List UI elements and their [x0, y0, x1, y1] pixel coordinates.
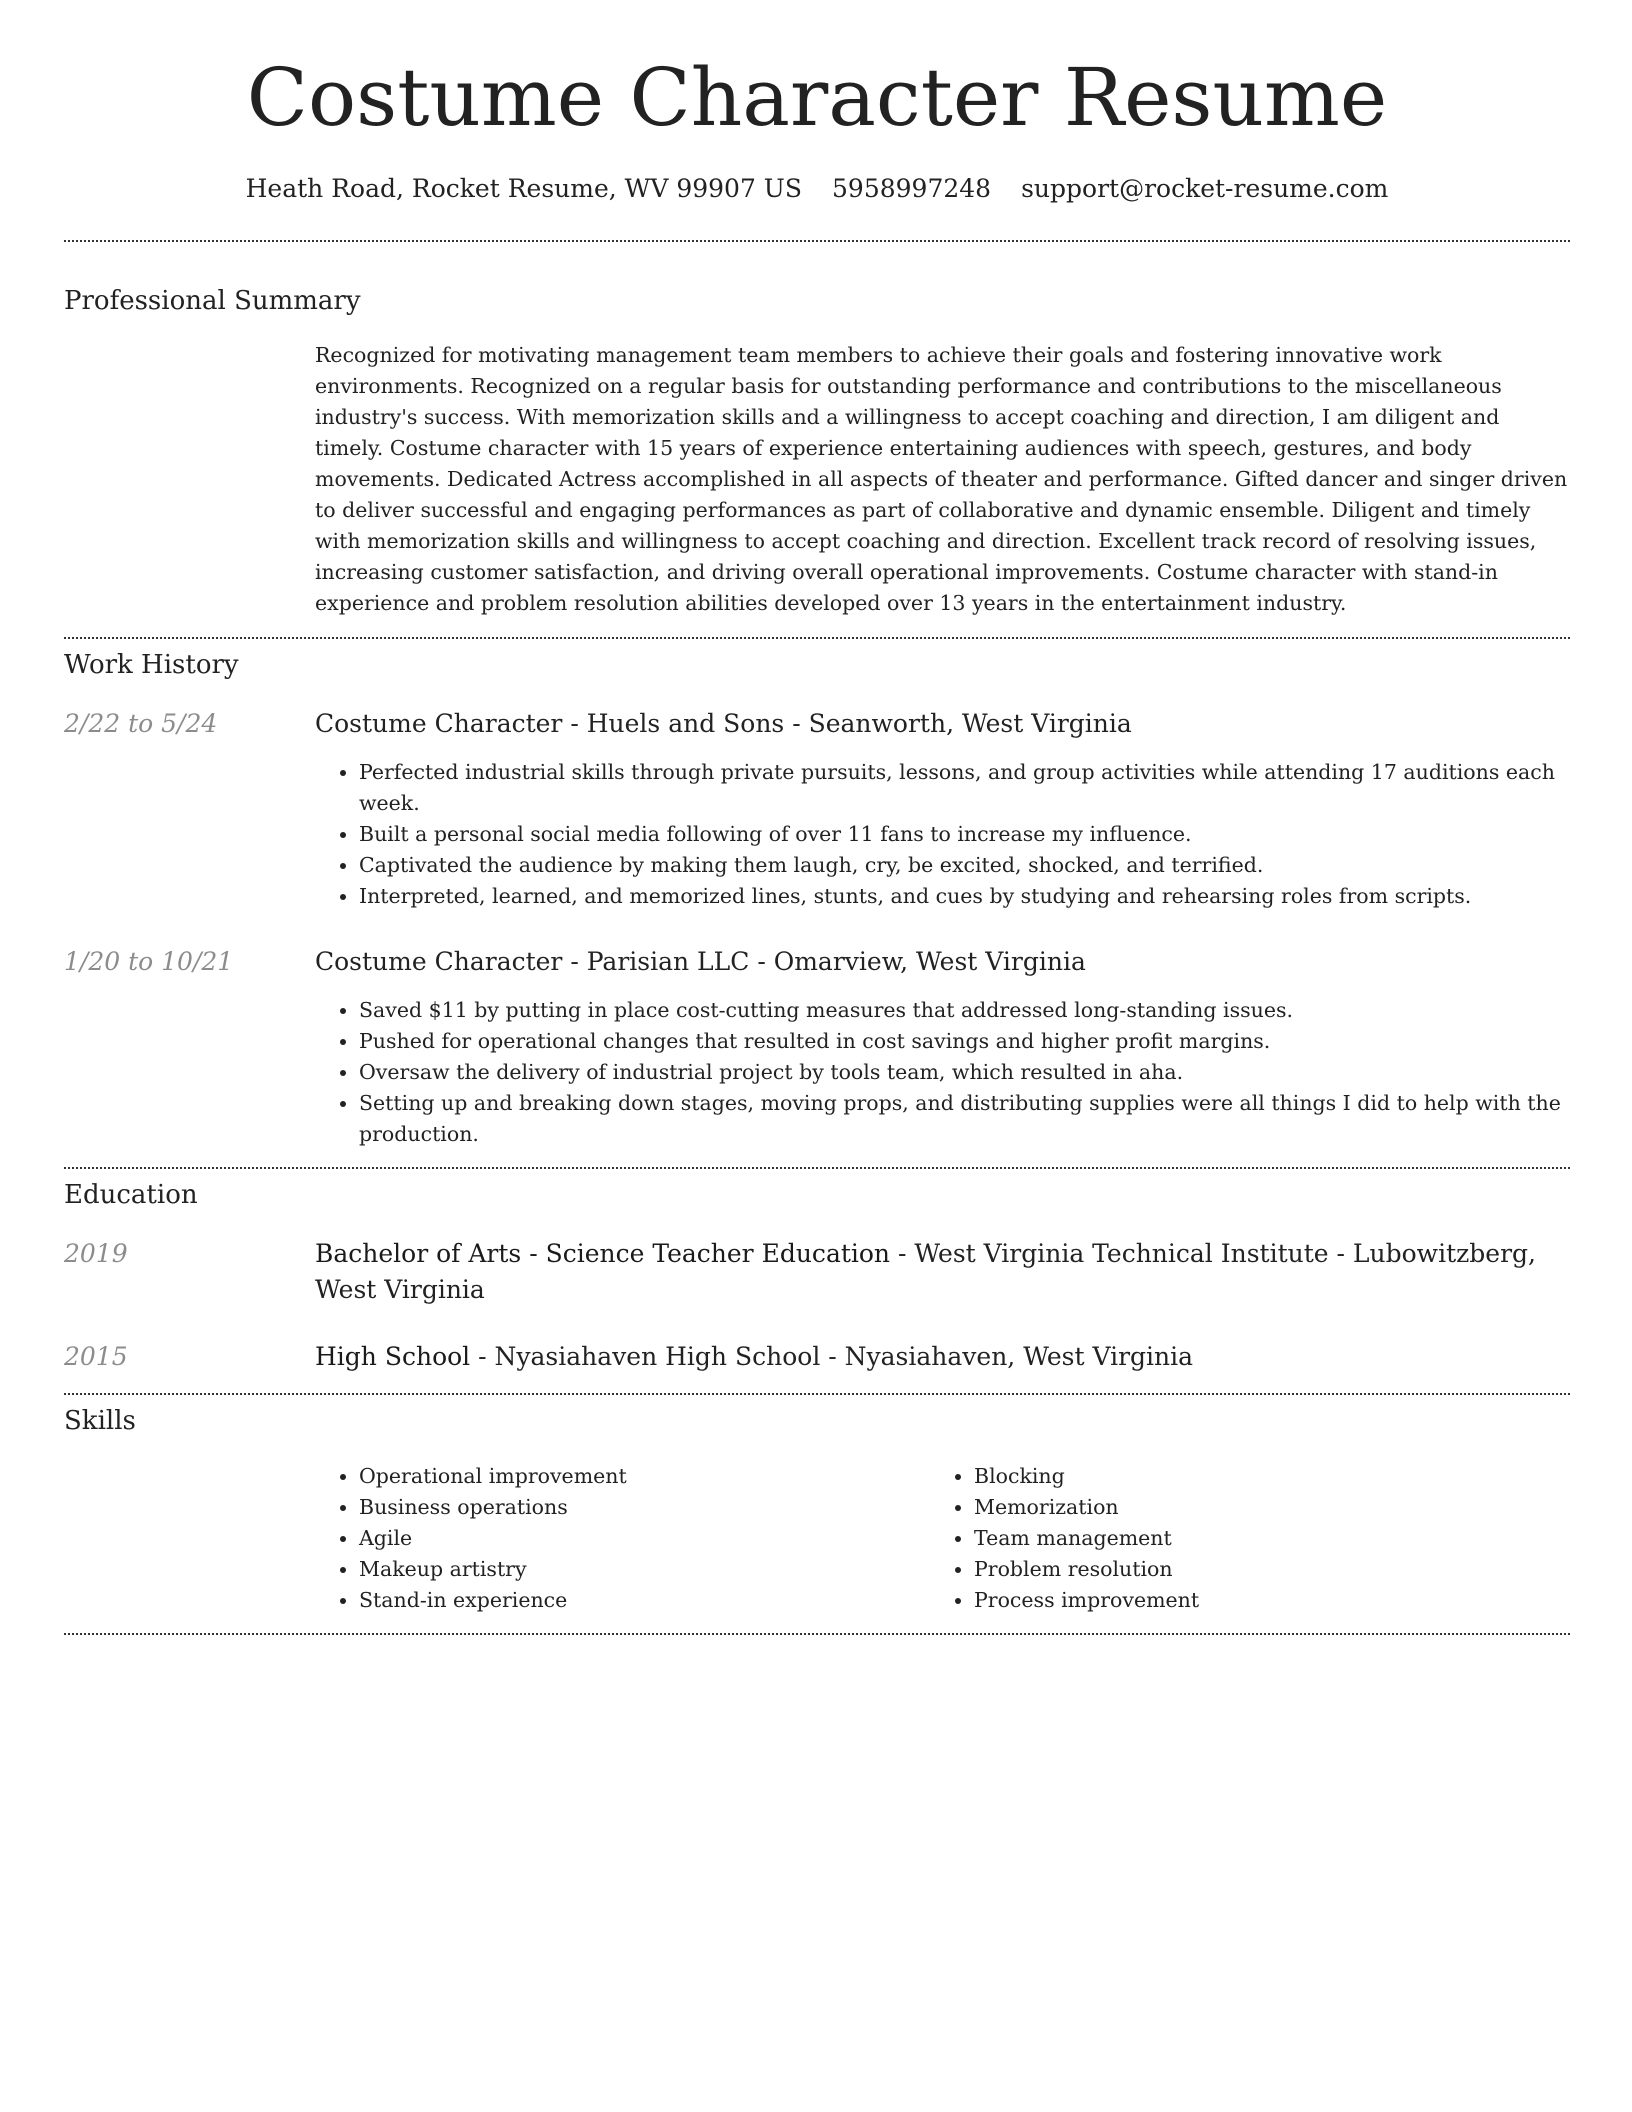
skills-list-right — [930, 1461, 1534, 1616]
section-divider — [64, 1393, 1570, 1395]
skill-item: • Team management — [974, 1523, 1534, 1554]
list-item: • Interpreted, learned, and memorized lines, stunts, and cues by studying and rehearsing roles from scripts. — [359, 881, 1614, 912]
list-item: • Pushed for operational changes that resulted in cost savings and higher profit margins. — [359, 1026, 1614, 1057]
work-history-heading: Work History — [64, 650, 239, 680]
skill-item: • Stand-in experience — [359, 1585, 919, 1616]
list-item: • Built a personal social media following of over 11 fans to increase my influence. — [359, 819, 1614, 850]
resume-title: Costume Character Resume — [246, 51, 1388, 144]
skill-item: • Problem resolution — [974, 1554, 1534, 1585]
list-item: • Saved $11 by putting in place cost-cutting measures that addressed long-standing issues. — [359, 995, 1614, 1026]
summary-text: Recognized for motivating management team members to achieve their goals and fostering innovative work environments. Recognized on a regular basis for outstanding performance and contributions to the miscellaneous industry's success. With memorization skills and a willingness to accept coaching and direction, I am diligent and timely. Costume character with 15 years of experience entertaining audiences with speech, gestures, and body movements. Dedicated Actress accomplished in all aspects of theater and performance. Gifted dancer and singer driven to deliver successful and engaging performances as part of collaborative and dynamic ensemble. Diligent and timely with memorization skills and willingness to accept coaching and direction. Excellent track record of resolving issues, increasing customer satisfaction, and driving overall operational improvements. Costume character with stand-in experience and problem resolution abilities developed over 13 years in the entertainment industry. — [315, 343, 1568, 615]
list-item: • Oversaw the delivery of industrial project by tools team, which resulted in aha. — [359, 1057, 1614, 1088]
section-divider — [64, 637, 1570, 639]
job-dates: 2/22 to 5/24 — [64, 709, 218, 738]
section-divider — [64, 1633, 1570, 1635]
job-bullets — [315, 995, 1614, 1150]
education-degree: High School — [315, 1342, 471, 1371]
education-heading: Education — [64, 1180, 198, 1210]
job-title: Costume Character - Parisian LLC - Omarview, West Virginia — [315, 947, 1086, 976]
list-item: • Setting up and breaking down stages, moving props, and distributing supplies were all things I did to help with the production. — [359, 1088, 1614, 1150]
list-item: • Captivated the audience by making them laugh, cry, be excited, shocked, and terrified. — [359, 850, 1614, 881]
education-details: - West Virginia Technical Institute - Lubowitzberg, West Virginia — [315, 1239, 1536, 1304]
skills-list-left — [315, 1461, 919, 1616]
skill-item: • Memorization — [974, 1492, 1534, 1523]
list-item: • Perfected industrial skills through private pursuits, lessons, and group activities while attending 17 auditions each week. — [359, 757, 1614, 819]
section-divider — [64, 1167, 1570, 1169]
contact-phone: 5958997248 — [832, 174, 992, 203]
education-year: 2015 — [64, 1342, 128, 1371]
skill-item: • Makeup artistry — [359, 1554, 919, 1585]
skill-item: • Blocking — [974, 1461, 1534, 1492]
contact-line — [64, 172, 1570, 206]
section-divider — [64, 240, 1570, 242]
skills-heading: Skills — [64, 1406, 136, 1436]
education-year: 2019 — [64, 1239, 128, 1268]
skill-item: • Business operations — [359, 1492, 919, 1523]
education-entry — [315, 1339, 1570, 1375]
contact-email: support@rocket-resume.com — [1021, 174, 1389, 203]
skill-item: • Agile — [359, 1523, 919, 1554]
summary-heading: Professional Summary — [64, 286, 361, 316]
skill-item: • Process improvement — [974, 1585, 1534, 1616]
job-dates: 1/20 to 10/21 — [64, 947, 234, 976]
education-entry — [315, 1236, 1570, 1308]
education-degree: Bachelor of Arts - Science Teacher Education — [315, 1239, 891, 1268]
contact-address: Heath Road, Rocket Resume, WV 99907 US — [245, 174, 803, 203]
job-title: Costume Character - Huels and Sons - Seanworth, West Virginia — [315, 709, 1132, 738]
job-bullets — [315, 757, 1614, 912]
skill-item: • Operational improvement — [359, 1461, 919, 1492]
education-details: - Nyasiahaven High School - Nyasiahaven, West Virginia — [470, 1342, 1194, 1371]
